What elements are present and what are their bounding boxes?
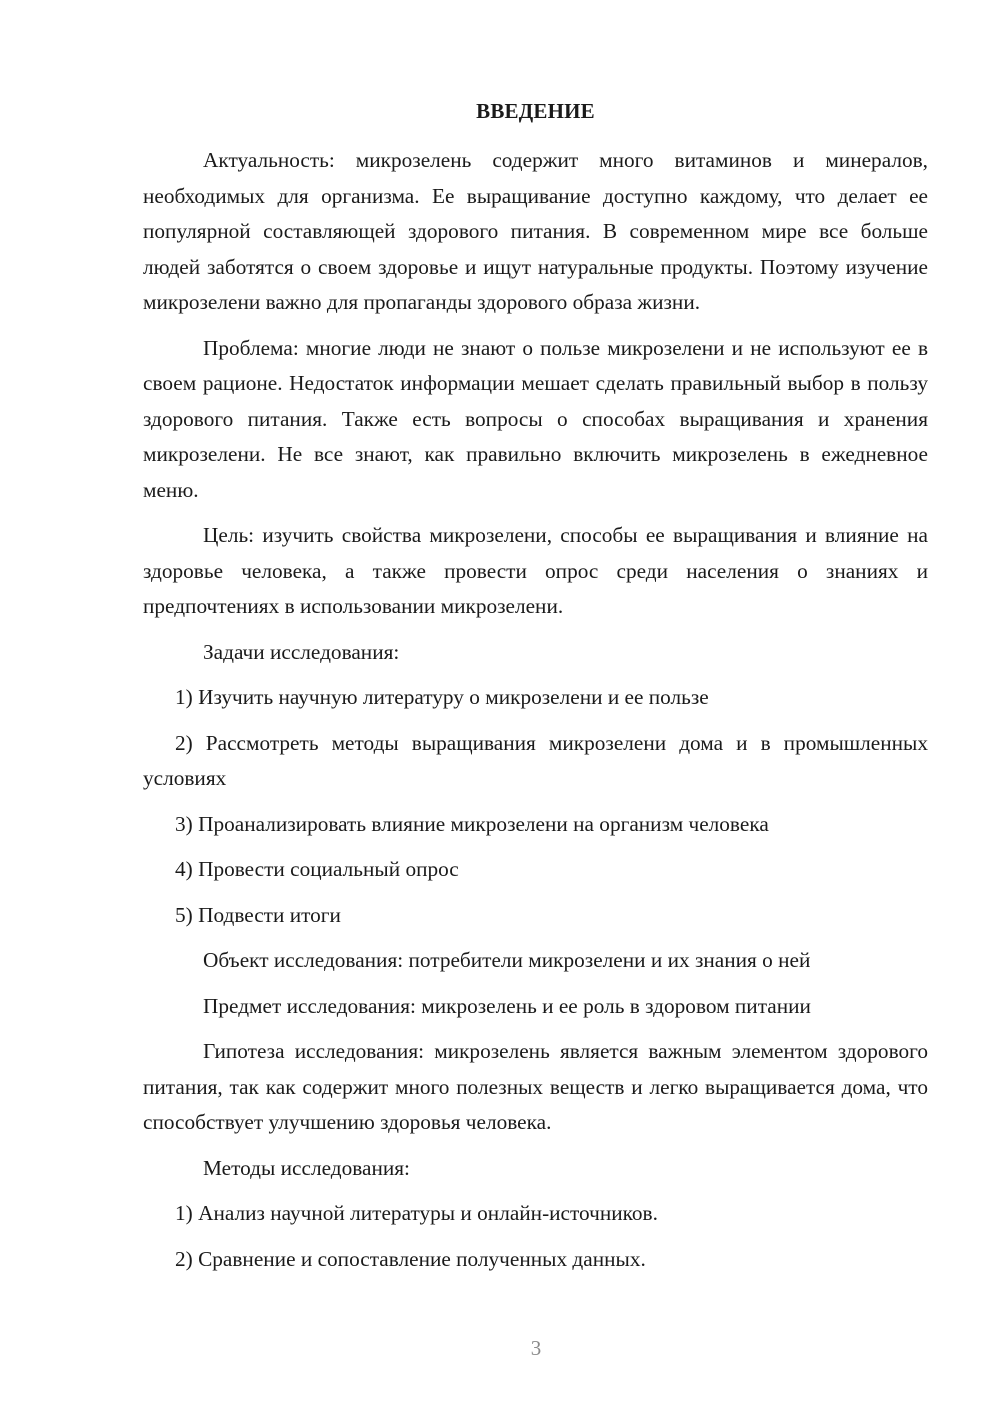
tasks-heading: Задачи исследования: bbox=[203, 639, 400, 664]
method-item: 1) Анализ научной литературы и онлайн-источников. bbox=[175, 1201, 658, 1225]
task-item: 3) Проанализировать влияние микрозелени на организм человека bbox=[175, 811, 769, 836]
task-item: 1) Изучить научную литературу о микрозелени и ее пользе bbox=[175, 685, 709, 709]
goal-paragraph: Цель: изучить свойства микрозелени, способы ее выращивания и влияние на здоровье человека, а также провести опрос среди населения о знаниях и предпочтениях в использовании микрозелени. bbox=[143, 523, 928, 618]
hypothesis-paragraph: Гипотеза исследования: микрозелень является важным элементом здорового питания, так как содержит много полезных веществ и легко выращивается дома, что способствует улучшению здоровья человека. bbox=[143, 1039, 928, 1134]
problem-paragraph: Проблема: многие люди не знают о пользе микрозелени и не используют ее в своем рационе. Недостаток информации мешает сделать правильный выбор в пользу здорового питания. Также есть вопросы о способах выращивания и хранения микрозелени. Не все знают, как правильно включить микрозелень в ежедневное меню. bbox=[143, 335, 928, 502]
task-item: 4) Провести социальный опрос bbox=[175, 857, 459, 881]
task-item: 5) Подвести итоги bbox=[175, 902, 341, 927]
task-item: 2) Рассмотреть методы выращивания микрозелени дома и в промышленных условиях bbox=[143, 730, 928, 790]
methods-heading: Методы исследования: bbox=[203, 1155, 410, 1180]
object-paragraph: Объект исследования: потребители микрозелени и их знания о ней bbox=[203, 948, 811, 972]
relevance-paragraph: Актуальность: микрозелень содержит много витаминов и минералов, необходимых для организма. Ее выращивание доступно каждому, что делает ее популярной составляющей здорового питания. В современном мире все больше людей заботятся о своем здоровье и ищут натуральные продукты. Поэтому изучение микрозелени важно для пропаганды здорового образа жизни. bbox=[143, 148, 928, 314]
document-body bbox=[143, 143, 928, 1287]
page-number: 3 bbox=[530, 1336, 542, 1360]
subject-paragraph: Предмет исследования: микрозелень и ее роль в здоровом питании bbox=[203, 993, 811, 1018]
method-item: 2) Сравнение и сопоставление полученных данных. bbox=[175, 1246, 646, 1271]
section-title: ВВЕДЕНИЕ bbox=[476, 99, 595, 123]
